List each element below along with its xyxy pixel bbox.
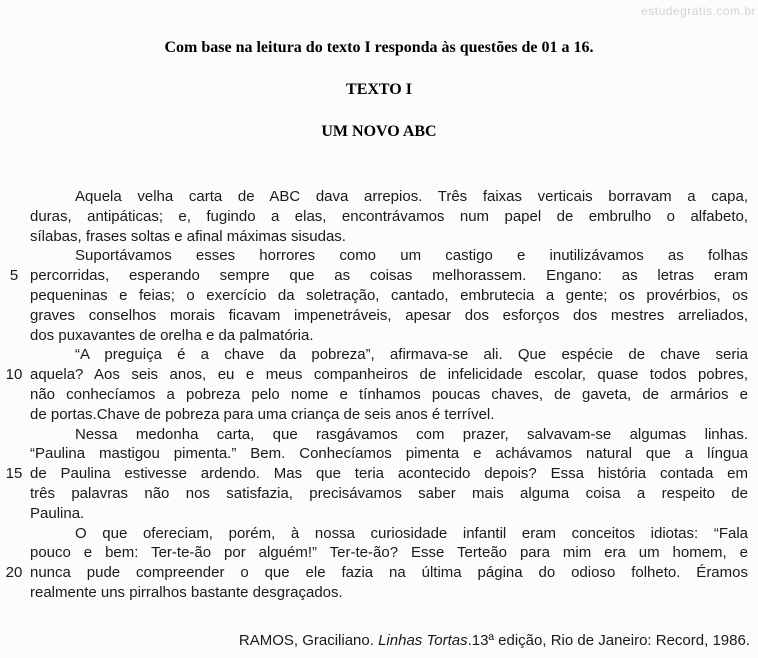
line-text: de portas.Chave de pobreza para uma criança de seis anos é terrível.: [30, 405, 495, 423]
line-text: Nessa medonha carta, que rasgávamos com prazer, salvavam-se algumas linhas.: [75, 425, 748, 443]
line-text: Suportávamos esses horrores como um castigo e inutilizávamos as folhas: [75, 247, 748, 265]
line-text: “Paulina mastigou pimenta.” Bem. Conhecíamos pimenta e achávamos natural que a língua: [30, 445, 748, 463]
line-text: pequeninas e feias; o exercício da soletração, cantado, embrutecia a gente; os provérbios, os: [30, 286, 748, 304]
text-line: [30, 227, 748, 247]
text-line: [30, 425, 748, 445]
line-number: 20: [5, 564, 23, 582]
text-line: [30, 583, 748, 603]
text-line: [30, 286, 748, 306]
line-number: 5: [9, 267, 19, 285]
line-text: de Paulina estivesse ardendo. Mas que teria acontecido depois? Essa história contada em: [30, 465, 748, 483]
text-line: [30, 504, 748, 524]
text-line: [5, 365, 748, 385]
text-line: [30, 385, 748, 405]
line-text: aquela? Aos seis anos, eu e meus companheiros de infelicidade escolar, quase todos pobres,: [30, 366, 748, 384]
line-text: pouco e bem: Ter-te-ão por alguém!” Ter-te-ão? Esse Terteão para mim era um homem, e: [30, 544, 748, 562]
line-number: 15: [5, 465, 23, 483]
line-text: Paulina.: [30, 504, 85, 522]
text-line: [30, 246, 748, 266]
line-text: realmente uns pirralhos bastante desgraçados.: [30, 583, 343, 601]
line-text: três palavras não nos satisfazia, precisávamos saber mais alguma coisa a respeito de: [30, 484, 748, 502]
line-text: O que ofereciam, porém, à nossa curiosidade infantil eram conceitos idiotas: “Fala: [75, 524, 748, 542]
line-text: duras, antipáticas; e, fugindo a elas, encontrávamos num papel de embrulho o alfabeto,: [30, 207, 748, 225]
watermark-estudegratis: estudegratis.com.br: [641, 4, 756, 18]
text-lines: [5, 187, 748, 603]
text-line: [30, 524, 748, 544]
line-text: Aquela velha carta de ABC dava arrepios. Três faixas verticais borravam a capa,: [75, 188, 748, 205]
citation: [239, 631, 750, 650]
text-line: [30, 444, 748, 464]
text-line: [5, 464, 748, 484]
text-line: [30, 207, 748, 227]
line-text: percorridas, esperando sempre que as coisas melhorassem. Engano: as letras eram: [30, 267, 748, 285]
text-line: [30, 187, 748, 207]
texto-i-label: TEXTO I: [346, 81, 412, 98]
citation-book-title: Linhas Tortas: [378, 632, 468, 649]
text-line: [5, 563, 748, 583]
line-text: dos puxavantes de orelha e da palmatória.: [30, 326, 314, 344]
text-line: [30, 405, 748, 425]
text-line: [30, 484, 748, 504]
line-text: sílabas, frases soltas e afinal máximas sisudas.: [30, 227, 346, 245]
line-text: graves conselhos morais ficavam impenetráveis, apesar dos esforços dos mestres arreliados,: [30, 306, 748, 324]
citation-author: RAMOS, Graciliano.: [238, 632, 379, 649]
line-text: nunca pude compreender o que ele fazia na última página do odioso folheto. Éramos: [30, 564, 748, 582]
line-text: não conhecíamos a pobreza pelo nome e tínhamos poucas chaves, de gaveta, de armários e: [30, 385, 748, 403]
text-title: UM NOVO ABC: [321, 123, 437, 140]
citation-edition: .13ª edição, Rio de Janeiro: Record, 1986.: [467, 632, 750, 649]
text-line: [30, 345, 748, 365]
text-line: [9, 266, 748, 286]
line-number: 10: [5, 366, 23, 384]
text-line: [30, 326, 748, 346]
instruction-heading: Com base na leitura do texto I responda às questões de 01 a 16.: [164, 39, 594, 56]
text-line: [30, 306, 748, 326]
text-line: [30, 543, 748, 563]
line-text: “A preguiça é a chave da pobreza”, afirmava-se ali. Que espécie de chave seria: [75, 346, 748, 364]
